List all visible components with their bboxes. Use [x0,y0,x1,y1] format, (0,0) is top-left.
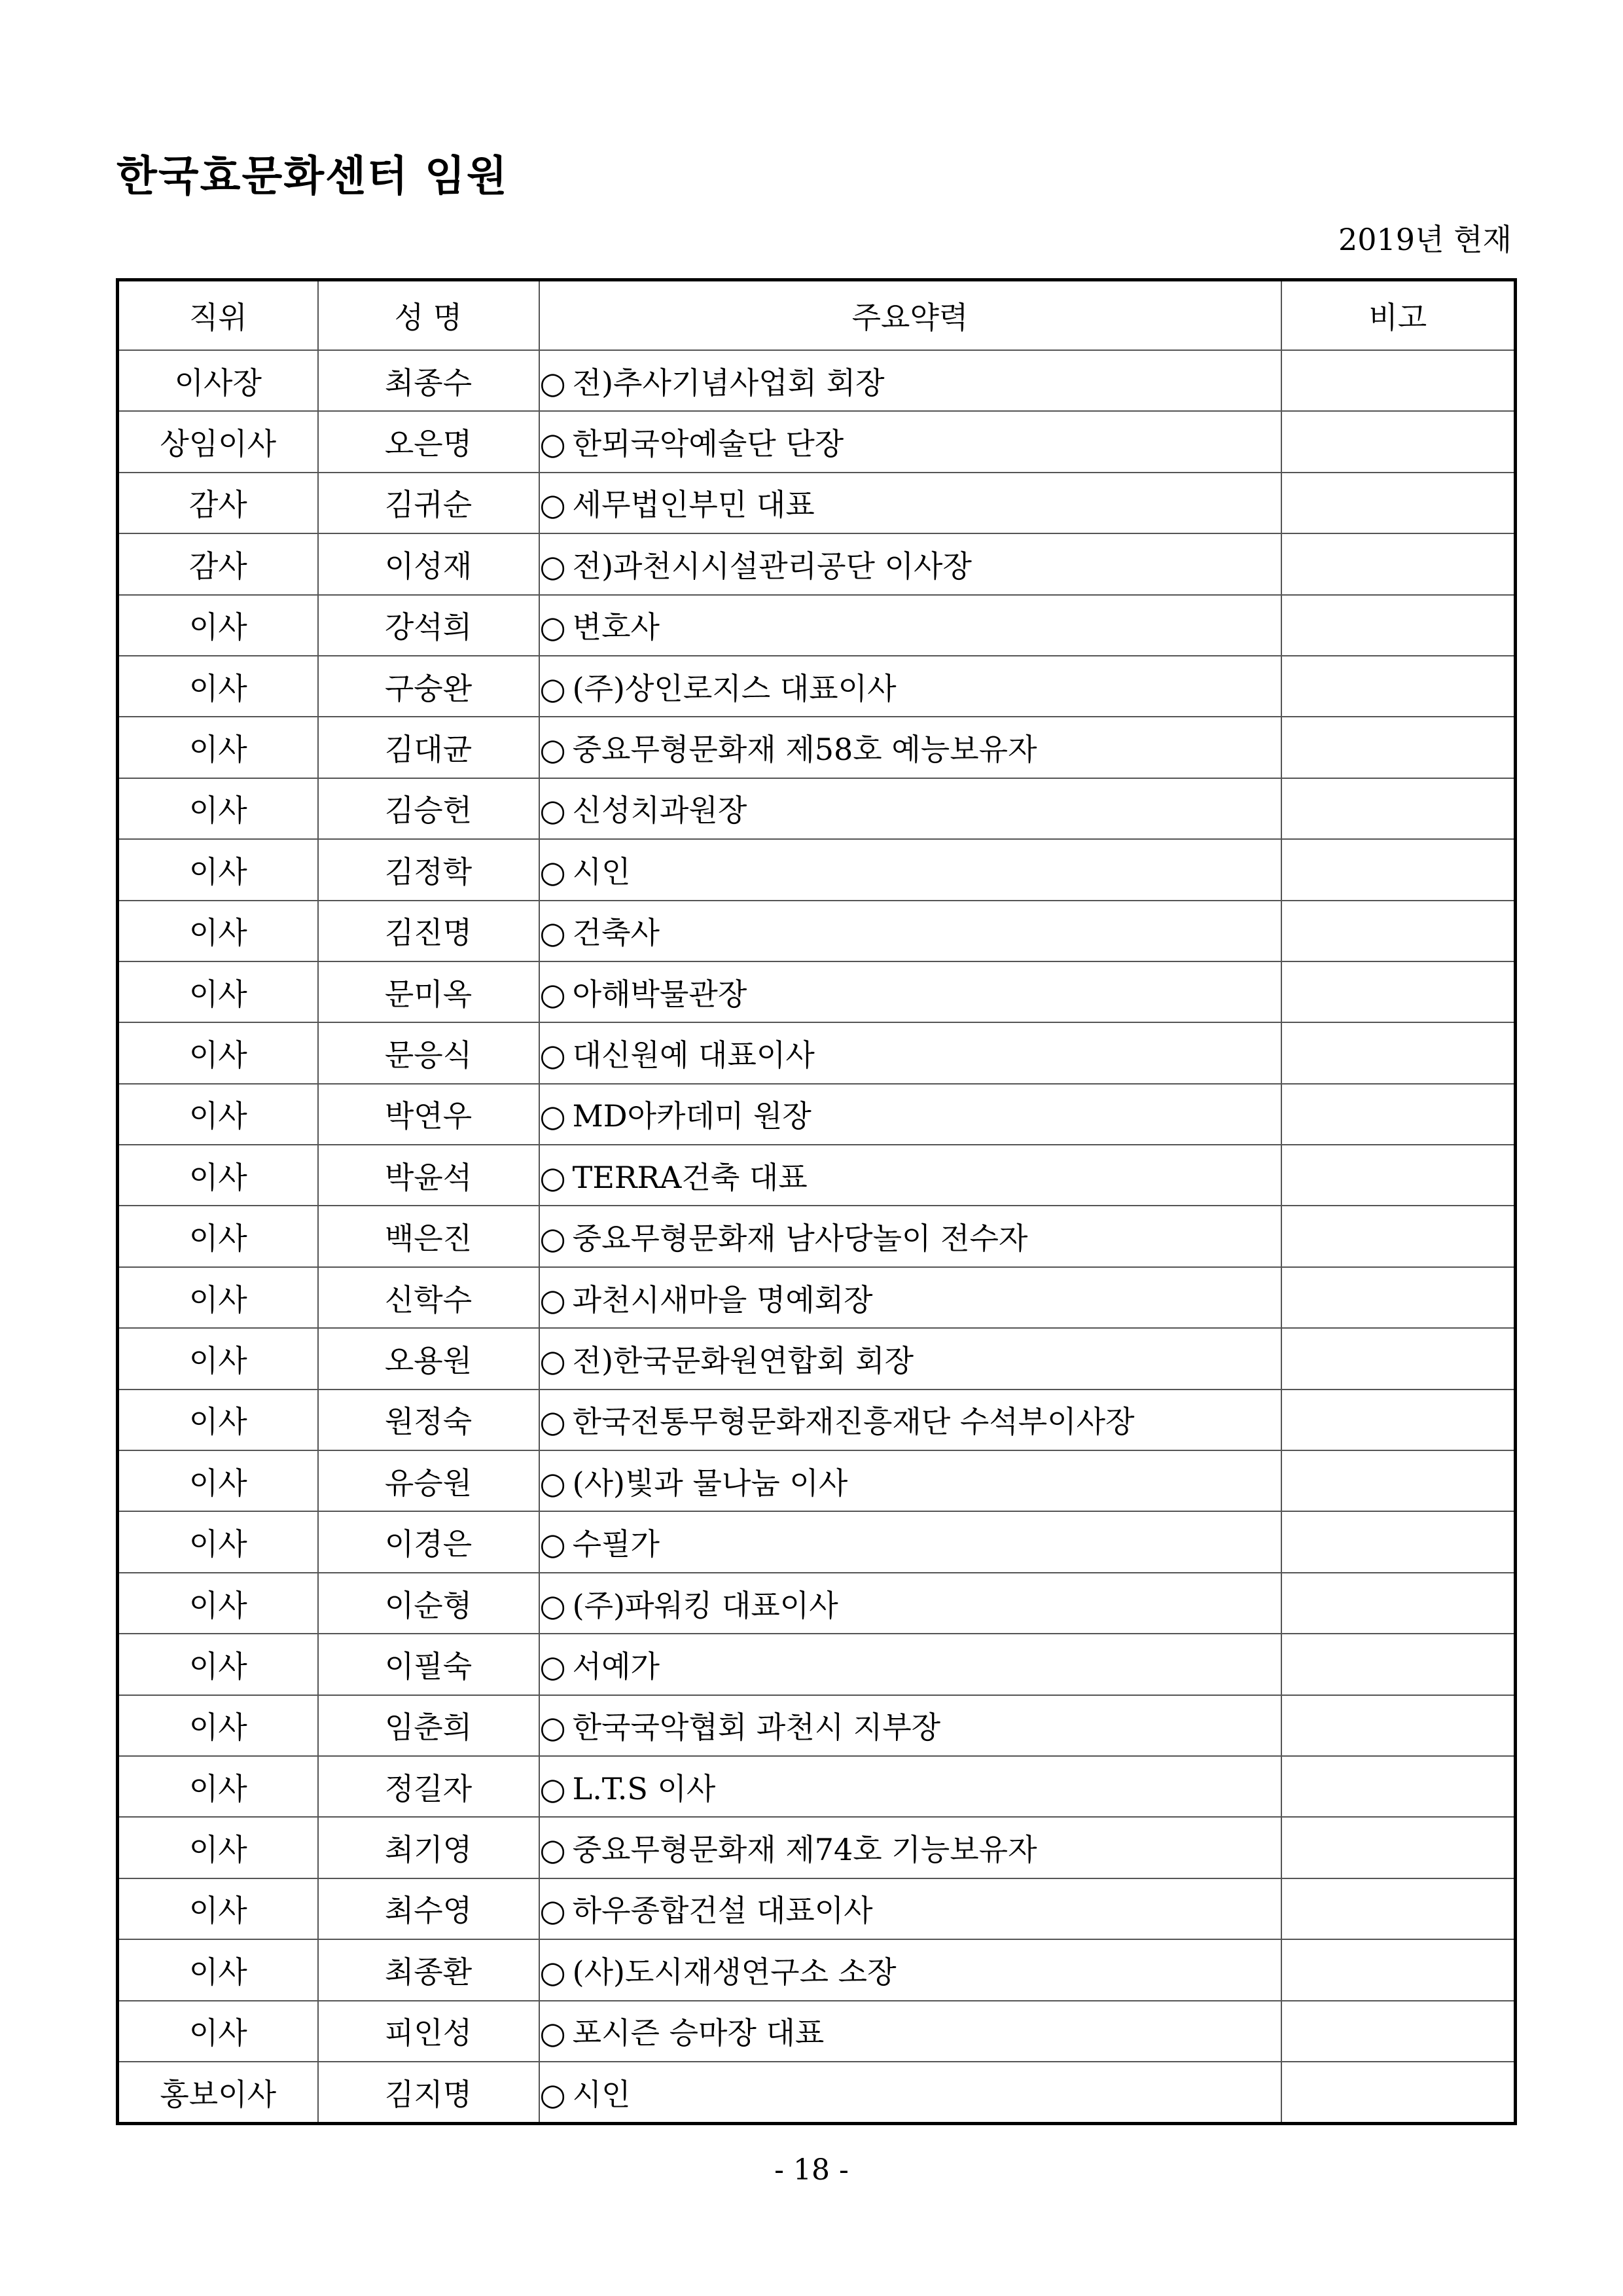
cell-note [1281,1756,1516,1817]
cell-note [1281,901,1516,961]
cell-name: 문응식 [318,1022,539,1083]
cell-career [539,1022,1281,1083]
cell-note [1281,2001,1516,2062]
bullet-icon: ○ [539,548,566,584]
table-row [118,1756,1516,1817]
cell-note [1281,1022,1516,1083]
cell-position: 이사 [118,1634,318,1695]
officers-table [116,278,1517,2125]
cell-note [1281,595,1516,656]
cell-name: 김대균 [318,717,539,778]
cell-note [1281,1634,1516,1695]
table-body [118,350,1516,2124]
cell-position: 이사 [118,656,318,717]
cell-name: 유승원 [318,1450,539,1511]
cell-name: 최수영 [318,1878,539,1939]
cell-name: 최기영 [318,1817,539,1878]
career-text: 신성치과원장 [572,793,747,829]
cell-position: 이사 [118,1267,318,1328]
table-row [118,717,1516,778]
career-text: 과천시새마을 명예회장 [572,1282,873,1318]
cell-name: 김정학 [318,839,539,900]
cell-note [1281,1817,1516,1878]
career-text: 하우종합건설 대표이사 [572,1893,873,1929]
cell-career [539,473,1281,533]
cell-career [539,533,1281,594]
career-text: 중요무형문화재 제74호 기능보유자 [572,1832,1037,1868]
cell-career [539,595,1281,656]
cell-career [539,778,1281,839]
cell-name: 강석희 [318,595,539,656]
table-row [118,901,1516,961]
bullet-icon: ○ [539,2076,566,2112]
cell-career [539,2001,1281,2062]
cell-note [1281,1695,1516,1756]
bullet-icon: ○ [539,1893,566,1929]
cell-position: 이사 [118,1573,318,1634]
career-text: 전)추사기념사업회 회장 [572,365,885,401]
career-text: 한국전통무형문화재진흥재단 수석부이사장 [572,1404,1135,1440]
cell-career [539,1939,1281,2000]
bullet-icon: ○ [539,1465,566,1501]
cell-position: 이사 [118,2001,318,2062]
career-text: 대신원예 대표이사 [572,1037,815,1073]
cell-name: 정길자 [318,1756,539,1817]
bullet-icon: ○ [539,732,566,768]
career-text: L.T.S 이사 [572,1770,716,1806]
table-row [118,1939,1516,2000]
bullet-icon: ○ [539,793,566,829]
cell-note [1281,778,1516,839]
career-text: 건축사 [572,915,660,951]
table-row [118,1878,1516,1939]
career-text: (사)빛과 물나눔 이사 [572,1465,848,1501]
cell-name: 임춘희 [318,1695,539,1756]
cell-note [1281,1206,1516,1266]
page-title: 한국효문화센터 임원 [116,152,508,201]
cell-note [1281,2062,1516,2124]
career-text: 아해박물관장 [572,976,747,1012]
table-row [118,1267,1516,1328]
cell-note [1281,533,1516,594]
bullet-icon: ○ [539,426,566,462]
cell-position: 이사 [118,1145,318,1206]
cell-career [539,1145,1281,1206]
cell-name: 김승헌 [318,778,539,839]
table-row [118,1145,1516,1206]
cell-position: 이사 [118,717,318,778]
cell-note [1281,839,1516,900]
cell-name: 이순형 [318,1573,539,1634]
table-row [118,473,1516,533]
cell-position: 이사 [118,1022,318,1083]
cell-position: 이사 [118,1084,318,1145]
cell-name: 오용원 [318,1328,539,1389]
cell-career [539,1511,1281,1572]
bullet-icon: ○ [539,2015,566,2051]
cell-career [539,1084,1281,1145]
table-row [118,961,1516,1022]
table-row [118,778,1516,839]
career-text: 수필가 [572,1526,660,1562]
cell-name: 문미옥 [318,961,539,1022]
bullet-icon: ○ [539,1648,566,1684]
table-row [118,2062,1516,2124]
header-career: 주요약력 [539,280,1281,351]
table-row [118,350,1516,411]
bullet-icon: ○ [539,1832,566,1868]
cell-note [1281,1145,1516,1206]
table-row [118,1634,1516,1695]
cell-position: 이사 [118,901,318,961]
cell-career [539,1817,1281,1878]
bullet-icon: ○ [539,1342,566,1378]
career-text: 중요무형문화재 제58호 예능보유자 [572,732,1037,768]
cell-position: 이사 [118,1695,318,1756]
cell-name: 박윤석 [318,1145,539,1206]
career-text: MD아카데미 원장 [572,1098,812,1134]
career-text: 변호사 [572,609,660,645]
cell-career [539,2062,1281,2124]
cell-position: 이사 [118,1939,318,2000]
cell-position: 홍보이사 [118,2062,318,2124]
date-label: 2019년 현재 [1338,222,1512,257]
cell-career [539,1756,1281,1817]
bullet-icon: ○ [539,1098,566,1134]
cell-position: 이사 [118,1817,318,1878]
cell-note [1281,656,1516,717]
bullet-icon: ○ [539,1282,566,1318]
cell-name: 피인성 [318,2001,539,2062]
career-text: (주)상인로지스 대표이사 [572,670,897,706]
cell-note [1281,1939,1516,2000]
career-text: 한국국악협회 과천시 지부장 [572,1710,941,1746]
bullet-icon: ○ [539,1221,566,1257]
table-row [118,1022,1516,1083]
cell-position: 이사 [118,839,318,900]
cell-name: 박연우 [318,1084,539,1145]
table-row [118,1450,1516,1511]
table-row [118,1695,1516,1756]
cell-career [539,1634,1281,1695]
bullet-icon: ○ [539,670,566,706]
cell-career [539,411,1281,472]
cell-name: 김귀순 [318,473,539,533]
career-text: (주)파워킹 대표이사 [572,1587,838,1623]
table-row [118,1817,1516,1878]
career-text: 시인 [572,853,631,889]
cell-position: 이사 [118,1390,318,1450]
cell-name: 백은진 [318,1206,539,1266]
table-row [118,656,1516,717]
cell-name: 김진명 [318,901,539,961]
cell-career [539,901,1281,961]
cell-career [539,1695,1281,1756]
cell-note [1281,1267,1516,1328]
cell-career [539,1328,1281,1389]
table-row [118,1328,1516,1389]
bullet-icon: ○ [539,609,566,645]
bullet-icon: ○ [539,365,566,401]
cell-note [1281,1878,1516,1939]
bullet-icon: ○ [539,915,566,951]
table-row [118,2001,1516,2062]
cell-name: 최종환 [318,1939,539,2000]
header-position: 직위 [118,280,318,351]
bullet-icon: ○ [539,487,566,523]
table-row [118,533,1516,594]
cell-position: 이사 [118,961,318,1022]
cell-career [539,1450,1281,1511]
header-note: 비고 [1281,280,1516,351]
bullet-icon: ○ [539,853,566,889]
career-text: 서예가 [572,1648,660,1684]
cell-name: 이필숙 [318,1634,539,1695]
career-text: 시인 [572,2076,631,2112]
career-text: (사)도시재생연구소 소장 [572,1954,897,1990]
cell-career [539,1390,1281,1450]
career-text: 세무법인부민 대표 [572,487,815,523]
table-header-row [118,280,1516,351]
cell-note [1281,1450,1516,1511]
cell-name: 신학수 [318,1267,539,1328]
bullet-icon: ○ [539,1404,566,1440]
cell-note [1281,1511,1516,1572]
bullet-icon: ○ [539,1037,566,1073]
table-row [118,411,1516,472]
career-text: TERRA건축 대표 [572,1159,808,1195]
cell-career [539,1206,1281,1266]
cell-career [539,839,1281,900]
cell-position: 이사 [118,778,318,839]
cell-position: 이사 [118,1511,318,1572]
table-row [118,1573,1516,1634]
cell-career [539,961,1281,1022]
cell-position: 이사 [118,1328,318,1389]
career-text: 중요무형문화재 남사당놀이 전수자 [572,1221,1028,1257]
cell-note [1281,1573,1516,1634]
cell-position: 감사 [118,473,318,533]
cell-name: 최종수 [318,350,539,411]
table-row [118,839,1516,900]
cell-position: 감사 [118,533,318,594]
table-row [118,1206,1516,1266]
career-text: 전)한국문화원연합회 회장 [572,1342,914,1378]
cell-name: 김지명 [318,2062,539,2124]
cell-career [539,717,1281,778]
bullet-icon: ○ [539,976,566,1012]
cell-career [539,656,1281,717]
career-text: 전)과천시시설관리공단 이사장 [572,548,972,584]
cell-career [539,350,1281,411]
bullet-icon: ○ [539,1710,566,1746]
table-row [118,1084,1516,1145]
cell-note [1281,411,1516,472]
cell-name: 이성재 [318,533,539,594]
cell-name: 원정숙 [318,1390,539,1450]
cell-position: 이사 [118,1878,318,1939]
cell-position: 이사 [118,1756,318,1817]
cell-note [1281,350,1516,411]
bullet-icon: ○ [539,1587,566,1623]
cell-note [1281,1084,1516,1145]
table-row [118,1390,1516,1450]
cell-position: 이사 [118,1206,318,1266]
cell-note [1281,1328,1516,1389]
cell-position: 이사장 [118,350,318,411]
cell-name: 구숭완 [318,656,539,717]
bullet-icon: ○ [539,1954,566,1990]
cell-career [539,1573,1281,1634]
bullet-icon: ○ [539,1159,566,1195]
cell-note [1281,961,1516,1022]
cell-position: 이사 [118,1450,318,1511]
cell-name: 오은명 [318,411,539,472]
cell-note [1281,1390,1516,1450]
career-text: 한뫼국악예술단 단장 [572,426,844,462]
table-row [118,1511,1516,1572]
career-text: 포시즌 승마장 대표 [572,2015,825,2051]
cell-career [539,1878,1281,1939]
cell-position: 상임이사 [118,411,318,472]
cell-position: 이사 [118,595,318,656]
page-number: - 18 - [774,2153,849,2187]
cell-name: 이경은 [318,1511,539,1572]
bullet-icon: ○ [539,1770,566,1806]
cell-note [1281,473,1516,533]
cell-career [539,1267,1281,1328]
cell-note [1281,717,1516,778]
bullet-icon: ○ [539,1526,566,1562]
header-name: 성 명 [318,280,539,351]
table-row [118,595,1516,656]
